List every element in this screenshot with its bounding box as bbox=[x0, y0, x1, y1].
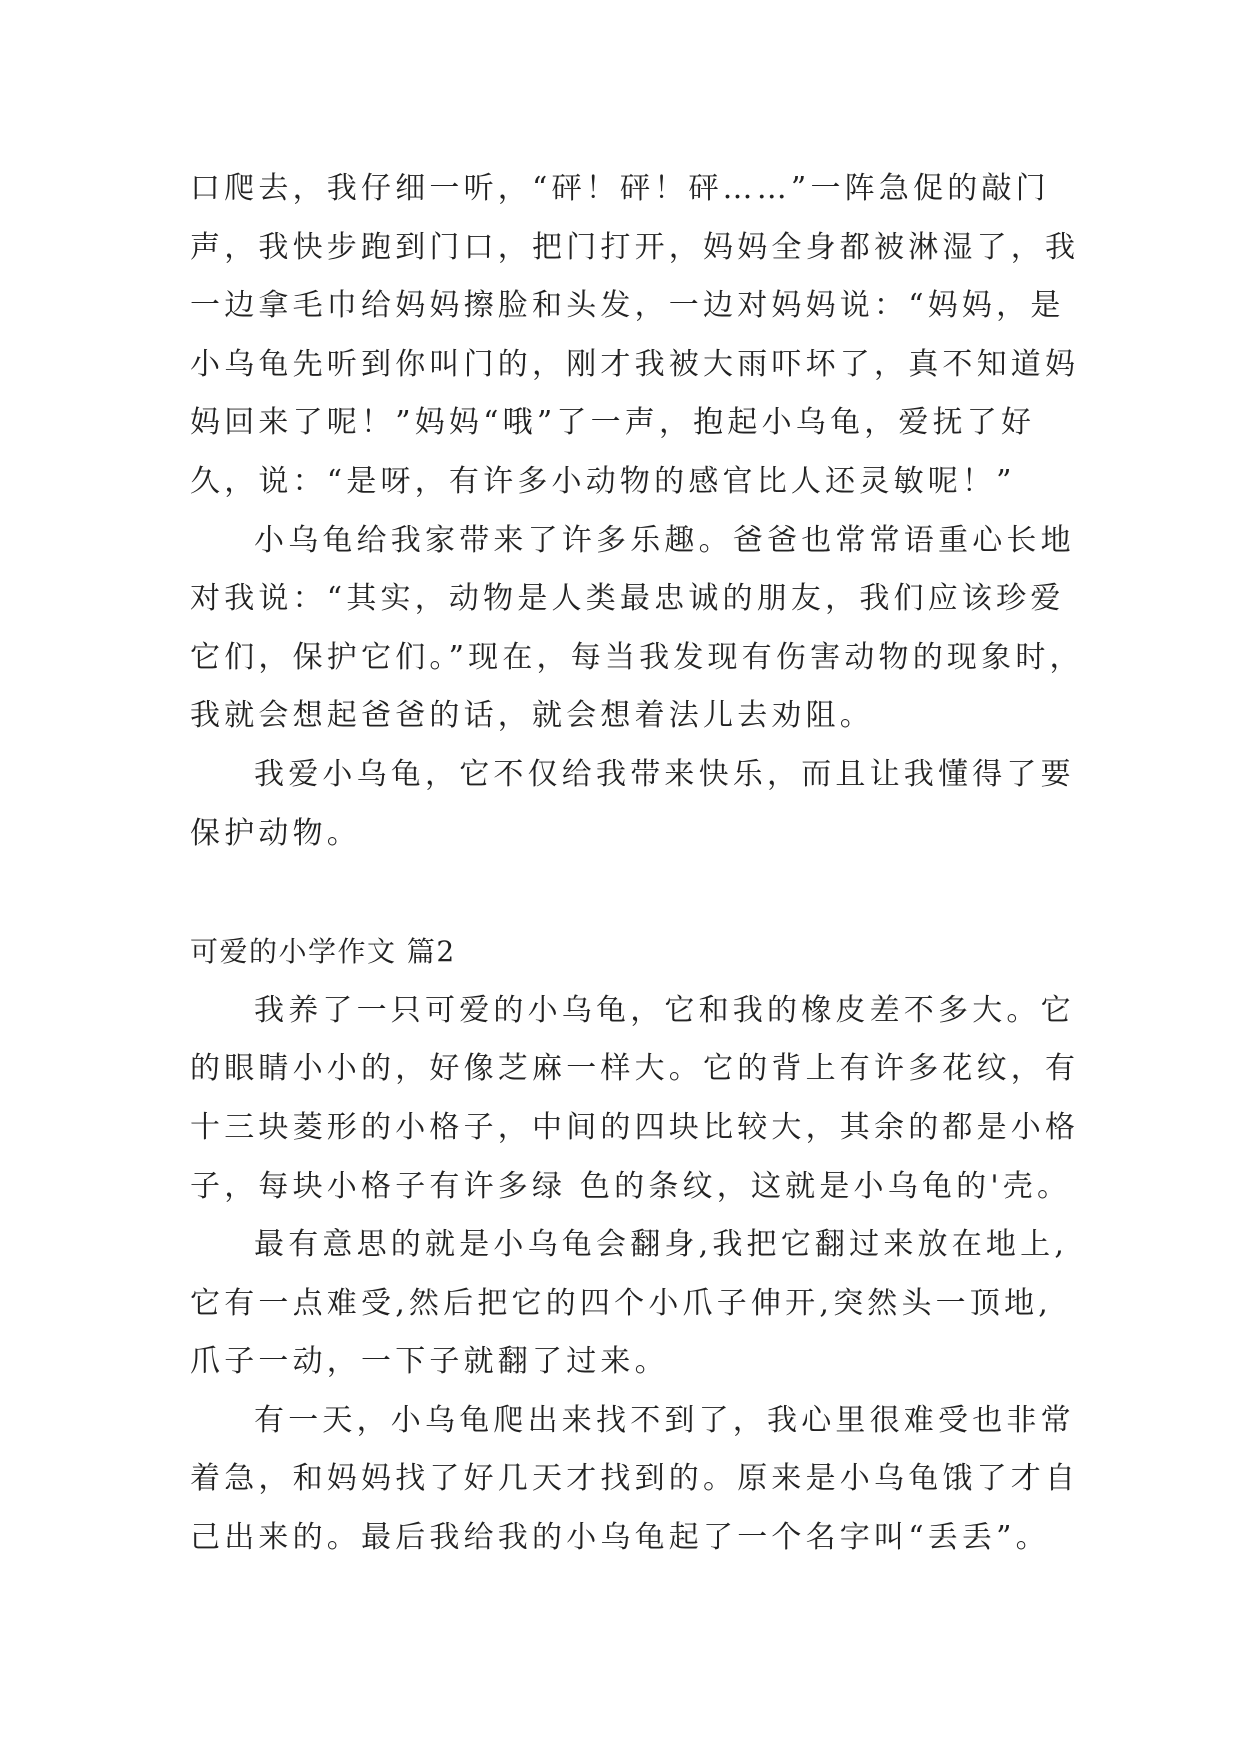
paragraph-line: 小乌龟给我家带来了许多乐趣。爸爸也常常语重心长地 bbox=[254, 522, 1075, 558]
section-2 bbox=[190, 923, 1080, 1568]
paragraph-line: 的眼睛小小的，好像芝麻一样大。它的背上有许多花纹，有 bbox=[190, 1051, 1080, 1087]
paragraph-line: 它有一点难受,然后把它的四个小爪子伸开,突然头一顶地, bbox=[190, 1285, 1053, 1321]
paragraph-line: 子，每块小格子有许多绿 色的条纹，这就是小乌龟的'壳。 bbox=[190, 1168, 1072, 1204]
section-gap bbox=[190, 863, 1070, 923]
paragraph-line: 十三块菱形的小格子，中间的四块比较大，其余的都是小格 bbox=[190, 1109, 1080, 1145]
section-1 bbox=[190, 160, 1084, 863]
paragraph-line: 小乌龟先听到你叫门的，刚才我被大雨吓坏了，真不知道妈 bbox=[190, 346, 1080, 382]
paragraph-line: 最有意思的就是小乌龟会翻身,我把它翻过来放在地上, bbox=[254, 1227, 1069, 1263]
paragraph-line: 我养了一只可爱的小乌龟，它和我的橡皮差不多大。它 bbox=[254, 992, 1075, 1028]
paragraph-line: 它们，保护它们。”现在，每当我发现有伤害动物的现象时， bbox=[190, 639, 1084, 675]
paragraph-line: 声，我快步跑到门口，把门打开，妈妈全身都被淋湿了，我 bbox=[190, 229, 1080, 265]
paragraph-line: 着急，和妈妈找了好几天才找到的。原来是小乌龟饿了才自 bbox=[190, 1461, 1080, 1497]
paragraph-line: 一边拿毛巾给妈妈擦脸和头发，一边对妈妈说：“妈妈，是 bbox=[190, 288, 1065, 324]
paragraph-line: 己出来的。最后我给我的小乌龟起了一个名字叫“丢丢”。 bbox=[190, 1520, 1050, 1556]
section-heading: 可爱的小学作文 篇2 bbox=[190, 935, 456, 969]
paragraph-line: 我就会想起爸爸的话，就会想着法儿去劝阻。 bbox=[190, 698, 874, 734]
paragraph-line: 保护动物。 bbox=[190, 815, 361, 851]
paragraph-line: 有一天，小乌龟爬出来找不到了，我心里很难受也非常 bbox=[254, 1402, 1075, 1438]
paragraph-line: 妈回来了呢！”妈妈“哦”了一声，抱起小乌龟，爱抚了好 bbox=[190, 405, 1036, 441]
paragraph-line: 口爬去，我仔细一听，“砰！砰！砰……”一阵急促的敲门 bbox=[190, 171, 1050, 206]
paragraph-line: 对我说：“其实，动物是人类最忠诚的朋友，我们应该珍爱 bbox=[190, 581, 1065, 617]
document-body bbox=[190, 160, 1084, 1568]
paragraph-line: 我爱小乌龟，它不仅给我带来快乐，而且让我懂得了要 bbox=[254, 756, 1075, 792]
paragraph-line: 爪子一动，一下子就翻了过来。 bbox=[190, 1344, 669, 1380]
paragraph-line: 久，说：“是呀，有许多小动物的感官比人还灵敏呢！” bbox=[190, 463, 1016, 499]
